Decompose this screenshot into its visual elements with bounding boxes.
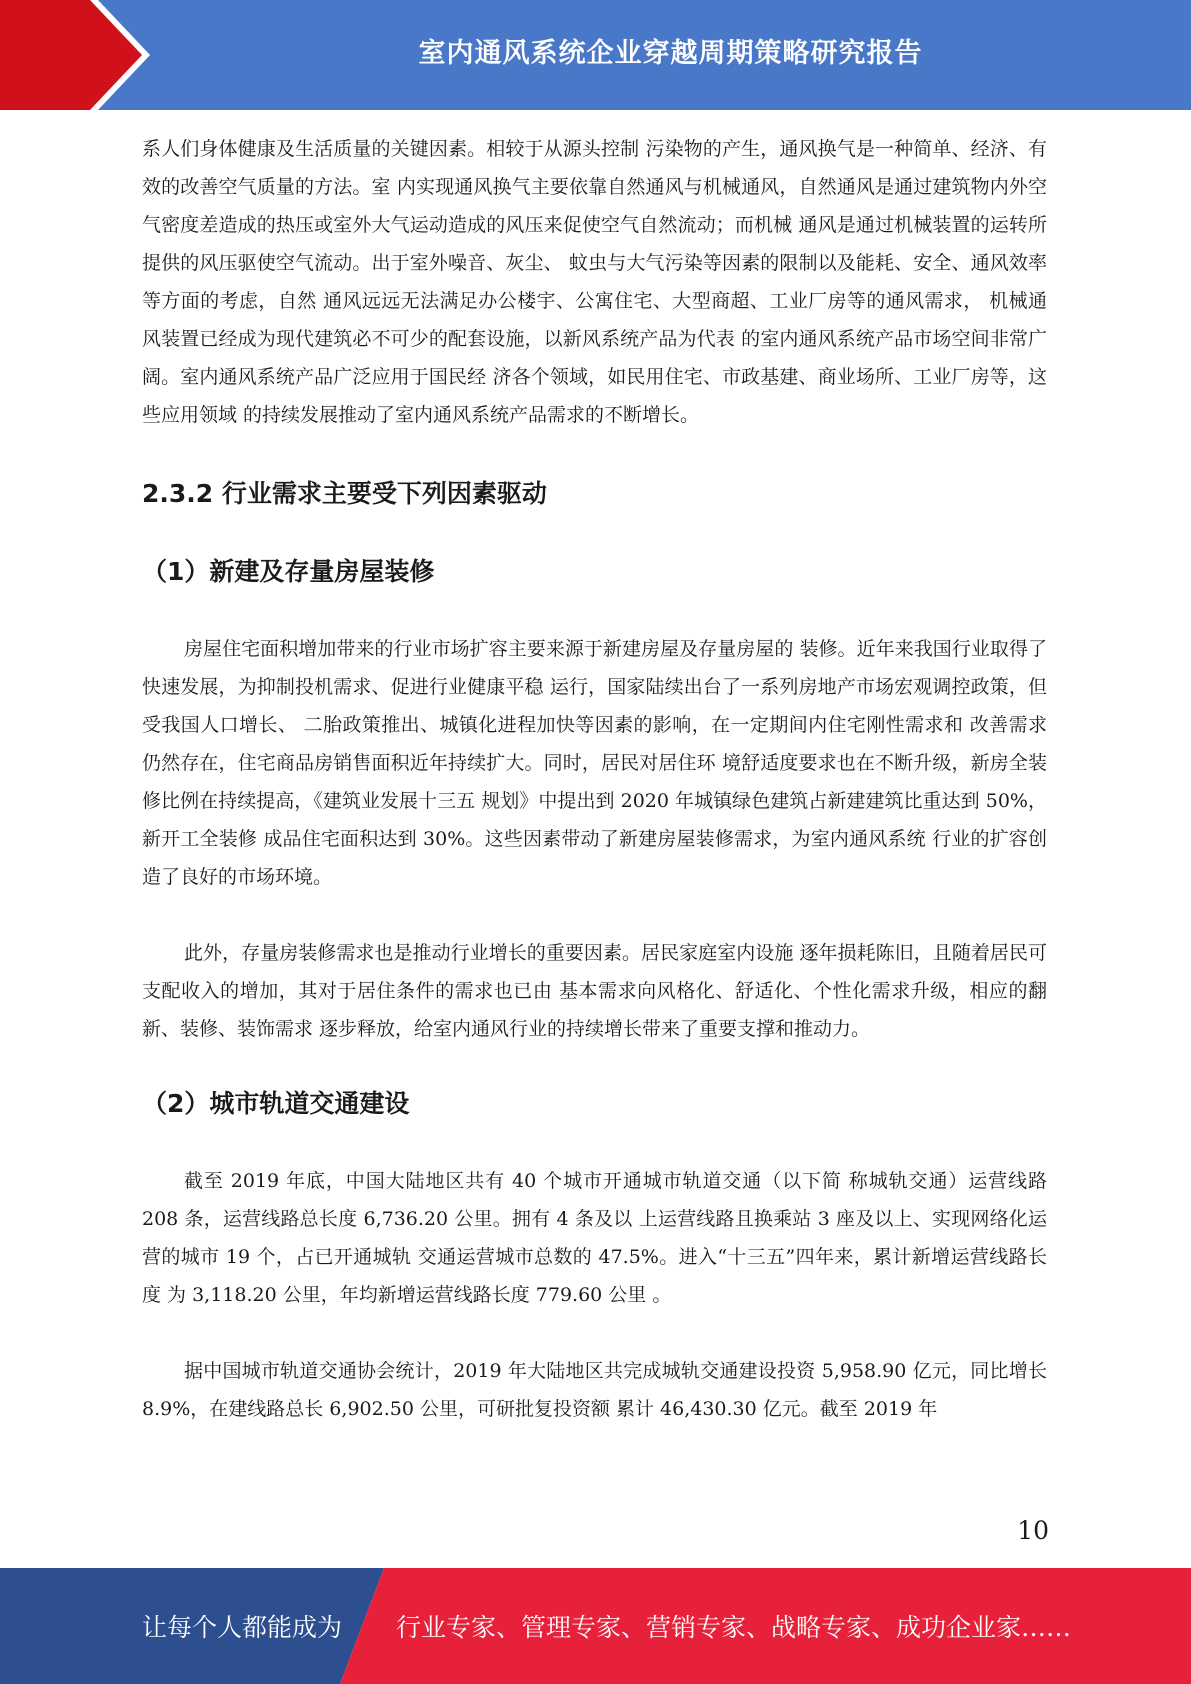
subsection-1-paragraph-2: 此外，存量房装修需求也是推动行业增长的重要因素。居民家庭室内设施 逐年损耗陈旧，且随着居民可支配收入的增加，其对于居住条件的需求也已由 基本需求向风格化、舒适化、个性化需求升级，相应的翻新、装修、装饰需求 逐步释放，给室内通风行业的持续增长带来了重要支撑和推动力。 xyxy=(142,942,1047,1040)
page-footer xyxy=(0,1568,1191,1684)
footer-slogan-right: 行业专家、管理专家、营销专家、战略专家、成功企业家…… xyxy=(396,1613,1072,1642)
intro-paragraph: 系人们身体健康及生活质量的关键因素。相较于从源头控制 污染物的产生，通风换气是一种简单、经济、有效的改善空气质量的方法。室 内实现通风换气主要依靠自然通风与机械通风，自然通风是通过建筑物内外空 气密度差造成的热压或室外大气运动造成的风压来促使空气自然流动；而机械 通风是通过机械装置的运转所提供的风压驱使空气流动。出于室外噪音、灰尘、 蚊虫与大气污染等因素的限制以及能耗、安全、通风效率等方面的考虑，自然 通风远远无法满足办公楼宇、公寓住宅、大型商超、工业厂房等的通风需求， 机械通风装置已经成为现代建筑必不可少的配套设施，以新风系统产品为代表 的室内通风系统产品市场空间非常广阔。室内通风系统产品广泛应用于国民经 济各个领域，如民用住宅、市政基建、商业场所、工业厂房等，这些应用领域 的持续发展推动了室内通风系统产品需求的不断增长。 xyxy=(142,138,1047,426)
page-number: 10 xyxy=(1017,1516,1049,1545)
subsection-heading-1: （1）新建及存量房屋装修 xyxy=(142,557,435,586)
subsection-1-paragraph-1: 房屋住宅面积增加带来的行业市场扩容主要来源于新建房屋及存量房屋的 装修。近年来我国行业取得了快速发展，为抑制投机需求、促进行业健康平稳 运行，国家陆续出台了一系列房地产市场宏观调控政策，但受我国人口增长、 二胎政策推出、城镇化进程加快等因素的影响，在一定期间内住宅刚性需求和 改善需求仍然存在，住宅商品房销售面积近年持续扩大。同时，居民对居住环 境舒适度要求也在不断升级，新房全装修比例在持续提高，《建筑业发展十三五 规划》中提出到 2020 年城镇绿色建筑占新建建筑比重达到 50%，新开工全装修 成品住宅面积达到 30%。这些因素带动了新建房屋装修需求，为室内通风系统 行业的扩容创造了良好的市场环境。 xyxy=(142,638,1047,888)
document-body xyxy=(142,130,1047,1428)
subsection-2-paragraph-2: 据中国城市轨道交通协会统计，2019 年大陆地区共完成城轨交通建设投资 5,958.90 亿元，同比增长 8.9%，在建线路总长 6,902.50 公里，可研批复投资额 累计 46,430.30 亿元。截至 2019 年 xyxy=(142,1360,1047,1420)
page-header xyxy=(0,0,1191,110)
section-heading: 2.3.2 行业需求主要受下列因素驱动 xyxy=(142,479,547,508)
footer-slogan-left: 让每个人都能成为 xyxy=(142,1613,343,1642)
subsection-heading-2: （2）城市轨道交通建设 xyxy=(142,1089,410,1118)
subsection-2-paragraph-1: 截至 2019 年底，中国大陆地区共有 40 个城市开通城市轨道交通（以下简 称城轨交通）运营线路 208 条，运营线路总长度 6,736.20 公里。拥有 4 条及以 上运营线路且换乘站 3 座及以上、实现网络化运营的城市 19 个，占已开通城轨 交通运营城市总数的 47.5%。进入“十三五”四年来，累计新增运营线路长度 为 3,118.20 公里，年均新增运营线路长度 779.60 公里 。 xyxy=(142,1170,1047,1306)
report-title: 室内通风系统企业穿越周期策略研究报告 xyxy=(418,37,923,69)
